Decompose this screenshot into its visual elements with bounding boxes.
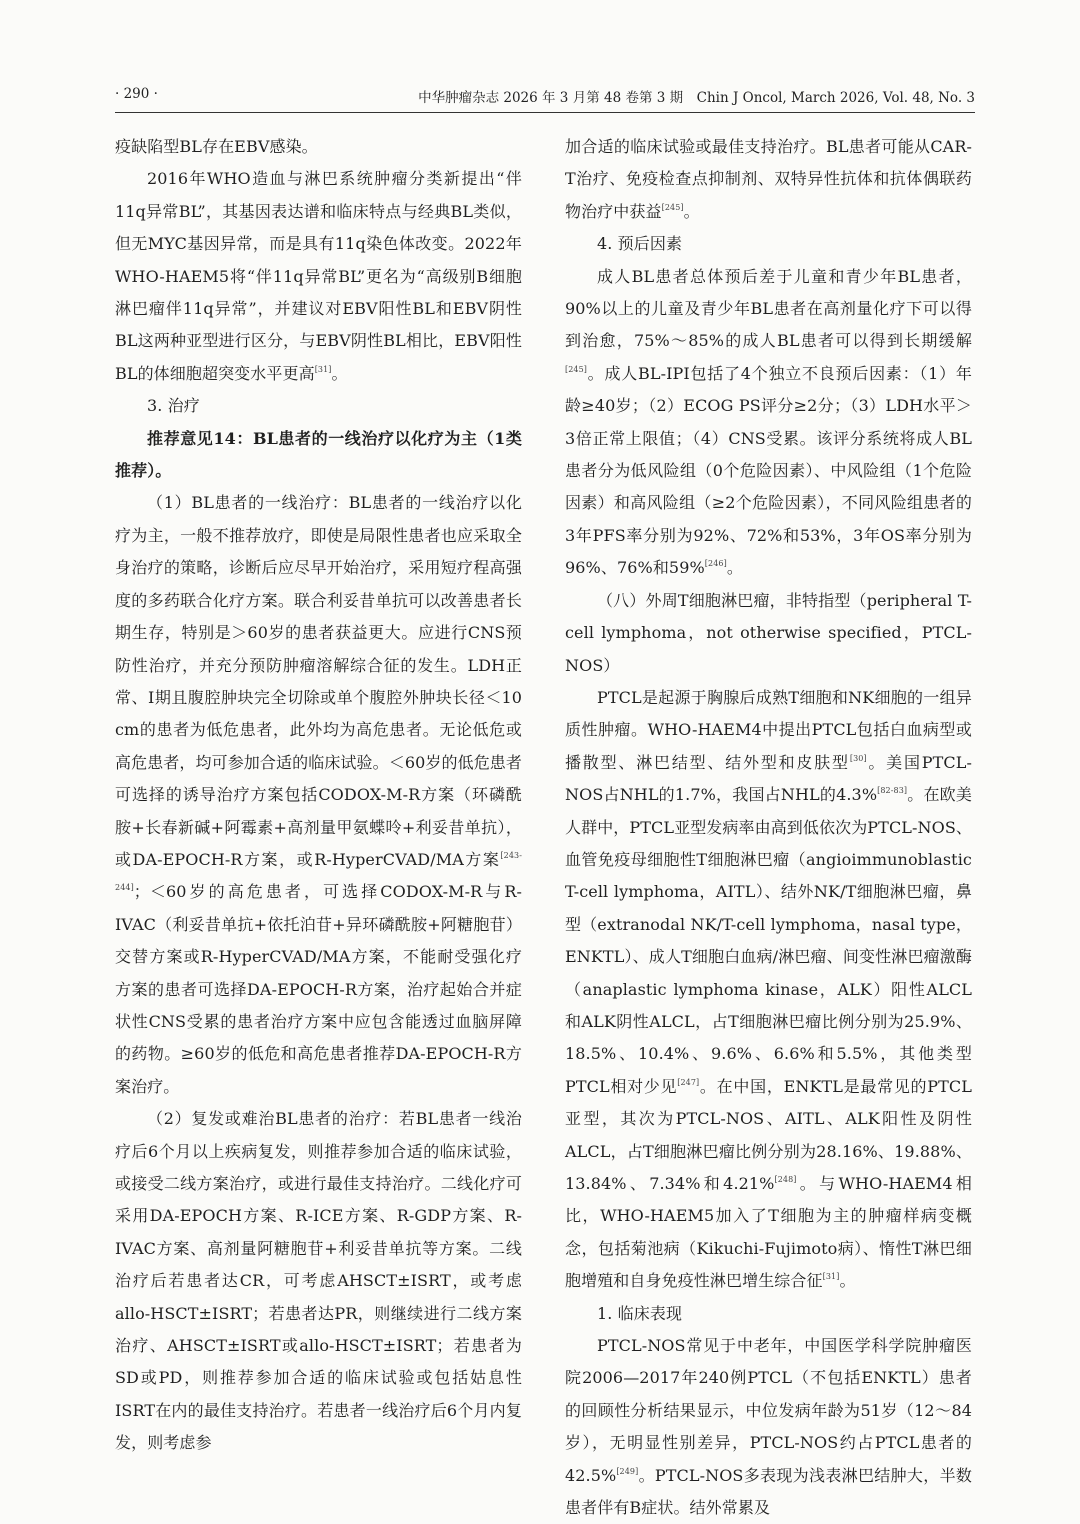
running-header (115, 86, 975, 108)
journal-citation: 中华肿瘤杂志 2026 年 3 月第 48 卷第 3 期 Chin J Oncol, March 2026, Vol. 48, No. 3 (418, 90, 975, 106)
citation: [31] (314, 364, 332, 374)
left-column (115, 131, 522, 1460)
citation: [245] (565, 364, 588, 374)
right-column (565, 131, 972, 1524)
citation: [245] (661, 202, 684, 212)
citation: [246] (704, 559, 727, 569)
paragraph: （1）BL患者的一线治疗：BL患者的一线治疗以化疗为主，一般不推荐放疗，即使是局限性患者也应采取全身治疗的策略，诊断后应尽早开始治疗，采用短疗程高强度的多药联合化疗方案。联合利妥昔单抗可以改善患者长期生存，特别是＞60岁的患者获益更大。应进行CNS预防性治疗，并充分预防肿瘤溶解综合征的发生。LDH正常、Ⅰ期且腹腔肿块完全切除或单个腹腔外肿块长径＜10 cm的患者为低危患者，此外均为高危患者。无论低危或高危患者，均可参加合适的临床试验。＜60岁的低危患者可选择的诱导治疗方案包括CODOX-M-R方案（环磷酰胺+长春新碱+阿霉素+高剂量甲氨蝶呤+利妥昔单抗），或DA-EPOCH-R方案，或R-HyperCVAD/MA方案[243-244]；＜60岁的高危患者，可选择CODOX-M-R与R-IVAC（利妥昔单抗+依托泊苷+异环磷酰胺+阿糖胞苷）交替方案或R-HyperCVAD/MA方案，不能耐受强化疗方案的患者可选择DA-EPOCH-R方案，治疗起始合并症状性CNS受累的患者治疗方案中应包含能透过血脑屏障的药物。≥60岁的低危和高危患者推荐DA-EPOCH-R方案治疗。 (115, 493, 522, 1096)
citation: [30] (849, 753, 867, 763)
citation: [31] (822, 1272, 840, 1282)
paragraph: （2）复发或难治BL患者的治疗：若BL患者一线治疗后6个月以上疾病复发，则推荐参加合适的临床试验，或接受二线方案治疗，或进行最佳支持治疗。二线化疗可采用DA-EPOCH方案、R-ICE方案、R-GDP方案、R-IVAC方案、高剂量阿糖胞苷+利妥昔单抗等方案。二线治疗后若患者达CR，可考虑AHSCT±ISRT，或考虑allo-HSCT±ISRT；若患者达PR，则继续进行二线方案治疗、AHSCT±ISRT或allo-HSCT±ISRT；若患者为SD或PD，则推荐参加合适的临床试验或包括姑息性ISRT在内的最佳支持治疗。若患者一线治疗后6个月内复发，则考虑参 (115, 1109, 522, 1453)
recommendation: 推荐意见14：BL患者的一线治疗以化疗为主（1类推荐）。 (115, 428, 522, 481)
paragraph: PTCL是起源于胸腺后成熟T细胞和NK细胞的一组异质性肿瘤。WHO-HAEM4中提出PTCL包括白血病型或播散型、淋巴结型、结外型和皮肤型[30]。美国PTCL-NOS占NHL的1.7%，我国占NHL的4.3%[82-83]。在欧美人群中，PTCL亚型发病率由高到低依次为PTCL-NOS、血管免疫母细胞性T细胞淋巴瘤（angioimmunoblastic T-cell lymphoma，AITL）、结外NK/T细胞淋巴瘤，鼻型（extranodal NK/T-cell lymphoma，nasal type，ENKTL）、成人T细胞白血病/淋巴瘤、间变性淋巴瘤激酶（anaplastic lymphoma kinase，ALK）阳性ALCL和ALK阴性ALCL，占T细胞淋巴瘤比例分别为25.9%、18.5%、10.4%、9.6%、6.6%和5.5%，其他类型PTCL相对少见[247]。在中国，ENKTL是最常见的PTCL亚型，其次为PTCL-NOS、AITL、ALK阳性及阴性ALCL，占T细胞淋巴瘤比例分别为28.16%、19.88%、13.84%、7.34%和4.21%[248]。与WHO-HAEM4相比，WHO-HAEM5加入了T细胞为主的肿瘤样病变概念，包括菊池病（Kikuchi-Fujimoto病）、惰性T淋巴细胞增殖和自身免疫性淋巴增生综合征[31]。 (565, 687, 972, 1291)
citation: [248] (774, 1175, 797, 1184)
citation: [243-244] (115, 850, 522, 893)
paragraph: 加合适的临床试验或最佳支持治疗。BL患者可能从CAR-T治疗、免疫检查点抑制剂、双特异性抗体和抗体偶联药物治疗中获益[245]。 (565, 137, 972, 221)
section-heading: 3. 治疗 (147, 396, 200, 416)
section-heading: 4. 预后因素 (597, 234, 683, 254)
paragraph: 疫缺陷型BL存在EBV感染。 (115, 137, 318, 156)
paragraph: 成人BL患者总体预后差于儿童和青少年BL患者，90%以上的儿童及青少年BL患者在高剂量化疗下可以得到治愈，75%～85%的成人BL患者可以得到长期缓解[245]。成人BL-IPI包括了4个独立不良预后因素：（1）年龄≥40岁；（2）ECOG PS评分≥2分；（3）LDH水平＞3倍正常上限值；（4）CNS受累。该评分系统将成人BL患者分为低风险组（0个危险因素）、中风险组（1个危险因素）和高风险组（≥2个危险因素），不同风险组患者的3年PFS率分别为92%、72%和53%，3年OS率分别为96%、76%和59%[246]。 (565, 266, 972, 578)
citation: [247] (677, 1077, 700, 1087)
header-rule (115, 112, 975, 113)
citation: [82-83] (877, 786, 908, 796)
section-heading: 1. 临床表现 (597, 1303, 683, 1323)
page-number: · 290 · (115, 86, 158, 102)
paragraph: 2016年WHO造血与淋巴系统肿瘤分类新提出“伴11q异常BL”，其基因表达谱和临床特点与经典BL类似，但无MYC基因异常，而是具有11q染色体改变。2022年WHO-HAEM5将“伴11q异常BL”更名为“高级别B细胞淋巴瘤伴11q异常”，并建议对EBV阳性BL和EBV阴性BL这两种亚型进行区分，与EBV阴性BL相比，EBV阳性BL的体细胞超突变水平更高[31]。 (115, 169, 522, 383)
citation: [249] (616, 1466, 639, 1476)
paragraph: PTCL-NOS常见于中老年，中国医学科学院肿瘤医院2006—2017年240例PTCL（不包括ENKTL）患者的回顾性分析结果显示，中位发病年龄为51岁（12～84岁），无明显性别差异，PTCL-NOS约占PTCL患者的42.5%[249]。PTCL-NOS多表现为浅表淋巴结肿大，半数患者伴有B症状。结外常累及 (565, 1336, 972, 1518)
section-heading: （八）外周T细胞淋巴瘤，非特指型（peripheral T-cell lymphoma，not otherwise specified，PTCL-NOS） (565, 590, 972, 675)
